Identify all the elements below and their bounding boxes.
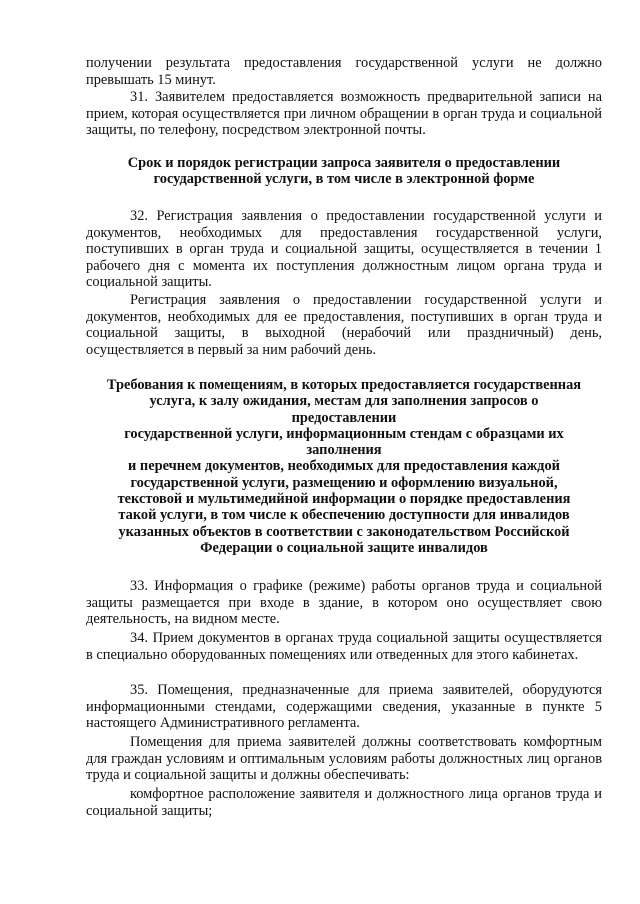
paragraph-31: 31. Заявителем предоставляется возможность предварительной записи на прием, которая осуществляется при личном обращении в орган труда и социальной защиты, по телефону, посредством электронной почты. [86, 89, 602, 138]
heading-line: государственной услуги, размещению и оформлению визуальной, [130, 474, 558, 491]
heading-line: указанных объектов в соответствии с законодательством Российской [118, 523, 570, 540]
paragraph-33: 33. Информация о графике (режиме) работы органов труда и социальной защиты размещается при входе в здание, в котором оно осуществляет свою деятельность, на видном месте. [86, 578, 602, 627]
heading-line: предоставлении [291, 409, 397, 426]
paragraph-35-comfort: Помещения для приема заявителей должны соответствовать комфортным для граждан условиям и оптимальным условиям работы должностных лиц органов труда и социальной защиты и должны обеспечивать: [86, 734, 602, 783]
heading-premises-requirements [86, 377, 602, 556]
heading-line: текстовой и мультимедийной информации о порядке предоставления [117, 491, 571, 508]
heading-registration: Срок и порядок регистрации запроса заявителя о предоставлении государственной услуги, в том числе в электронной форме [127, 155, 561, 188]
heading-line: Требования к помещениям, в которых предоставляется государственная [106, 377, 582, 393]
paragraph-35: 35. Помещения, предназначенные для приема заявителей, оборудуются информационными стендами, содержащими сведения, указанные в пункте 5 настоящего Административного регламента. [86, 682, 602, 731]
paragraph-result-time: получении результата предоставления государственной услуги не должно превышать 15 минут. [86, 55, 602, 88]
heading-line: и перечнем документов, необходимых для предоставления каждой [128, 458, 560, 475]
heading-line: Федерации о социальной защите инвалидов [200, 539, 488, 556]
paragraph-34: 34. Прием документов в органах труда социальной защиты осуществляется в специально оборудованных помещениях или отведенных для этого кабинетах. [86, 630, 602, 663]
heading-line: услуга, к залу ожидания, местам для заполнения запросов о [149, 393, 539, 410]
paragraph-35-placement: комфортное расположение заявителя и должностного лица органов труда и социальной защиты; [86, 786, 602, 819]
paragraph-32: 32. Регистрация заявления о предоставлении государственной услуги и документов, необходимых для предоставления государственной услуги, поступивших в орган труда и социальной защиты, осуществляется в течении 1 рабочего дня с момента их поступления должностным лицом органа труда и социальной защиты. [86, 208, 602, 290]
paragraph-32-weekend: Регистрация заявления о предоставлении государственной услуги и документов, необходимых для ее предоставления, поступивших в орган труда и социальной защиты, в выходной (нерабочий или праздничный) день, осуществляется в первый за ним рабочий день. [86, 292, 602, 358]
heading-line: такой услуги, в том числе к обеспечению доступности для инвалидов [118, 507, 570, 524]
heading-line: заполнения [306, 442, 382, 459]
heading-line: государственной услуги, информационным стендам с образцами их [124, 425, 564, 442]
